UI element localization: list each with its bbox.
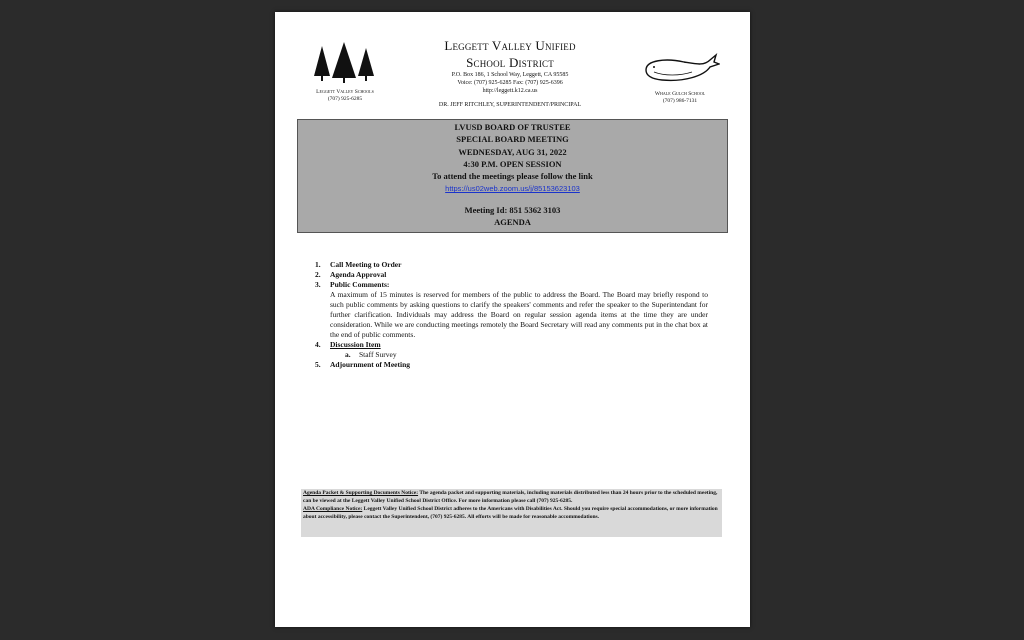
right-school-name: Whale Gulch School bbox=[654, 91, 706, 97]
item-number: 2. bbox=[315, 270, 321, 279]
ada-notice-heading: ADA Compliance Notice: bbox=[303, 506, 363, 512]
left-school-name: Leggett Valley Schools bbox=[316, 89, 374, 95]
item-number: 5. bbox=[315, 360, 321, 369]
zoom-link[interactable]: https://us02web.zoom.us/j/85153623103 bbox=[445, 184, 580, 194]
list-item bbox=[315, 340, 708, 350]
board-title: LVUSD BOARD OF TRUSTEE bbox=[454, 122, 571, 132]
district-website: http://leggett.k12.ca.us bbox=[482, 88, 538, 94]
item-number: 3. bbox=[315, 280, 321, 289]
list-item bbox=[315, 270, 708, 280]
sub-item-number: a. bbox=[345, 350, 351, 359]
meeting-type: SPECIAL BOARD MEETING bbox=[456, 134, 569, 145]
sub-item bbox=[345, 350, 708, 360]
pine-trees-icon bbox=[310, 40, 380, 84]
meeting-info-box bbox=[297, 119, 728, 233]
district-address: P.O. Box 186, 1 School Way, Leggett, CA 95585 bbox=[451, 72, 569, 78]
item-number: 1. bbox=[315, 260, 321, 269]
right-school-phone: (707) 986-7131 bbox=[662, 98, 698, 104]
agenda-list bbox=[315, 260, 708, 370]
sub-item-title: Staff Survey bbox=[359, 350, 397, 359]
right-school-block bbox=[635, 52, 725, 105]
item-title: Call Meeting to Order bbox=[330, 260, 402, 269]
district-phone-fax: Voice: (707) 925-6285 Fax: (707) 925-6396 bbox=[457, 80, 563, 86]
whale-icon bbox=[640, 52, 720, 86]
item-title: Adjournment of Meeting bbox=[330, 360, 410, 369]
list-item bbox=[315, 360, 708, 370]
packet-notice-text: The agenda packet and supporting materials, including materials distributed less than 24 hours prior to the scheduled meeting, can be viewed at the Leggett Valley Unified School District Office. For more information please call (707) 925-6285. bbox=[303, 490, 718, 504]
agenda-label: AGENDA bbox=[494, 217, 531, 228]
district-name-line1: Leggett Valley Unified bbox=[444, 38, 576, 53]
superintendent-line: DR. JEFF RITCHLEY, SUPERINTENDENT/PRINCIPAL bbox=[438, 102, 582, 108]
link-prompt: To attend the meetings please follow the link bbox=[432, 171, 593, 182]
district-header bbox=[425, 37, 595, 95]
document-page bbox=[275, 12, 750, 627]
packet-notice-heading: Agenda Packet & Supporting Documents Notice: bbox=[303, 490, 419, 496]
meeting-date: WEDNESDAY, AUG 31, 2022 bbox=[458, 146, 567, 157]
packet-notice bbox=[303, 489, 720, 505]
meeting-id: Meeting Id: 851 5362 3103 bbox=[464, 204, 561, 215]
public-comments-text: A maximum of 15 minutes is reserved for members of the public to address the Board. The Board may briefly respond to such public comments by asking questions to clarify the speakers' comments and refer the speaker to the Superintendant for further clarification. Individuals may address the Board on regular session agenda items at the time they are under consideration. While we are conducting meetings remotely the Board Secretary will read any comments put in the chat box at the end of public comments. bbox=[330, 290, 708, 339]
item-title: Agenda Approval bbox=[330, 270, 387, 279]
ada-notice-text: Leggett Valley Unified School District adheres to the Americans with Disabilities Act. Should you require special accommodations, or more information about accessibility, please contact the Superintendent, (707) 925-6285. All efforts will be made for reasonable accommodations. bbox=[303, 506, 718, 520]
left-school-block bbox=[305, 40, 385, 103]
meeting-session: 4:30 P.M. OPEN SESSION bbox=[463, 158, 562, 169]
list-item bbox=[315, 280, 708, 290]
footer-notice bbox=[301, 489, 722, 537]
left-school-phone: (707) 925-6285 bbox=[327, 96, 363, 102]
item-title: Discussion Item bbox=[330, 340, 381, 349]
district-name-line2: School District bbox=[466, 55, 554, 70]
list-item bbox=[315, 260, 708, 270]
item-number: 4. bbox=[315, 340, 321, 349]
ada-notice bbox=[303, 505, 720, 521]
item-title: Public Comments: bbox=[330, 280, 390, 289]
